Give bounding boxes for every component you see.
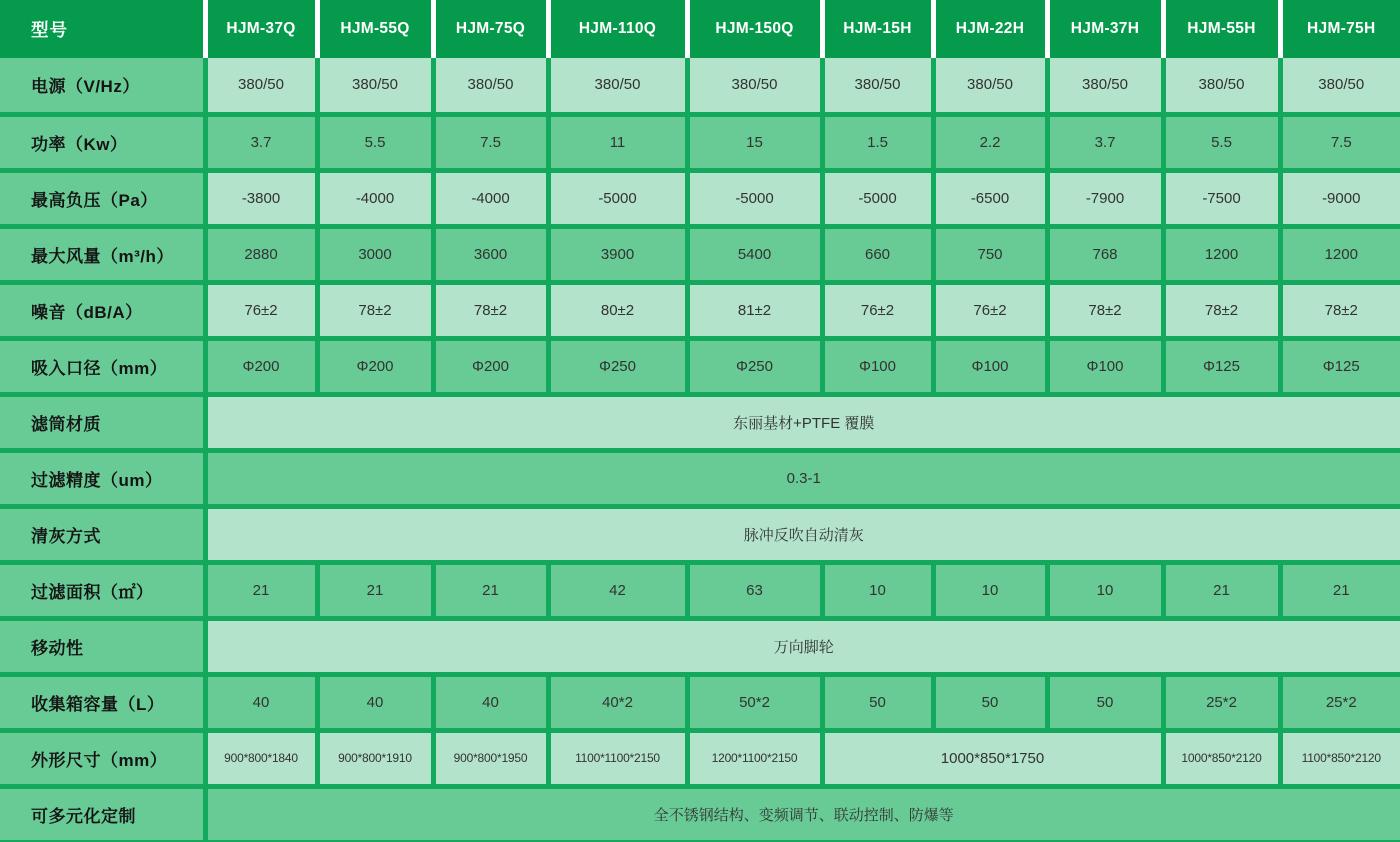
value-cell: 380/50 xyxy=(433,58,548,114)
value-cell: 1.5 xyxy=(822,114,933,170)
value-cell: Φ100 xyxy=(933,338,1047,394)
value-cell: -5000 xyxy=(687,170,822,226)
spec-row xyxy=(0,674,1400,730)
value-cell: 900*800*1910 xyxy=(317,730,433,786)
value-cell: 76±2 xyxy=(933,282,1047,338)
merged-value-cell: 万向脚轮 xyxy=(205,618,1400,674)
row-label: 最大风量（m³/h） xyxy=(0,226,205,282)
model-header: HJM-55Q xyxy=(317,0,433,58)
value-cell: 380/50 xyxy=(933,58,1047,114)
value-cell: 21 xyxy=(205,562,317,618)
value-cell: 10 xyxy=(933,562,1047,618)
value-cell: 3600 xyxy=(433,226,548,282)
model-header: HJM-37Q xyxy=(205,0,317,58)
row-label: 清灰方式 xyxy=(0,506,205,562)
value-cell: 1000*850*1750 xyxy=(822,730,1163,786)
row-label: 过滤精度（um） xyxy=(0,450,205,506)
value-cell: 1100*1100*2150 xyxy=(548,730,687,786)
value-cell: 50 xyxy=(822,674,933,730)
value-cell: 3.7 xyxy=(205,114,317,170)
row-label: 功率（Kw） xyxy=(0,114,205,170)
value-cell: 10 xyxy=(822,562,933,618)
spec-row xyxy=(0,394,1400,450)
spec-row xyxy=(0,618,1400,674)
value-cell: 900*800*1840 xyxy=(205,730,317,786)
merged-value-cell: 脉冲反吹自动清灰 xyxy=(205,506,1400,562)
value-cell: -3800 xyxy=(205,170,317,226)
value-cell: 380/50 xyxy=(822,58,933,114)
value-cell: 380/50 xyxy=(1280,58,1400,114)
row-label: 可多元化定制 xyxy=(0,786,205,842)
value-cell: 40 xyxy=(433,674,548,730)
value-cell: 21 xyxy=(1280,562,1400,618)
value-cell: 5.5 xyxy=(1163,114,1280,170)
value-cell: 21 xyxy=(1163,562,1280,618)
model-header: HJM-150Q xyxy=(687,0,822,58)
value-cell: 78±2 xyxy=(1280,282,1400,338)
value-cell: 380/50 xyxy=(548,58,687,114)
value-cell: 80±2 xyxy=(548,282,687,338)
spec-row xyxy=(0,226,1400,282)
value-cell: 78±2 xyxy=(433,282,548,338)
value-cell: 50 xyxy=(933,674,1047,730)
value-cell: 2.2 xyxy=(933,114,1047,170)
merged-value-cell: 0.3-1 xyxy=(205,450,1400,506)
model-header: HJM-75H xyxy=(1280,0,1400,58)
table-body xyxy=(0,58,1400,842)
value-cell: 7.5 xyxy=(1280,114,1400,170)
value-cell: 40 xyxy=(317,674,433,730)
value-cell: 21 xyxy=(433,562,548,618)
value-cell: Φ200 xyxy=(433,338,548,394)
value-cell: 5.5 xyxy=(317,114,433,170)
value-cell: 1200 xyxy=(1280,226,1400,282)
value-cell: Φ200 xyxy=(205,338,317,394)
value-cell: 50*2 xyxy=(687,674,822,730)
value-cell: 76±2 xyxy=(822,282,933,338)
value-cell: 63 xyxy=(687,562,822,618)
model-header: HJM-55H xyxy=(1163,0,1280,58)
row-label: 滤筒材质 xyxy=(0,394,205,450)
value-cell: Φ125 xyxy=(1280,338,1400,394)
header-row xyxy=(0,0,1400,58)
spec-row xyxy=(0,450,1400,506)
value-cell: 21 xyxy=(317,562,433,618)
value-cell: Φ200 xyxy=(317,338,433,394)
value-cell: 768 xyxy=(1047,226,1163,282)
value-cell: 3000 xyxy=(317,226,433,282)
value-cell: 2880 xyxy=(205,226,317,282)
value-cell: 15 xyxy=(687,114,822,170)
value-cell: 1100*850*2120 xyxy=(1280,730,1400,786)
row-label: 最高负压（Pa） xyxy=(0,170,205,226)
value-cell: 380/50 xyxy=(1163,58,1280,114)
model-column-header: 型号 xyxy=(0,0,205,58)
row-label: 电源（V/Hz） xyxy=(0,58,205,114)
value-cell: 380/50 xyxy=(687,58,822,114)
value-cell: -6500 xyxy=(933,170,1047,226)
spec-row xyxy=(0,170,1400,226)
value-cell: 750 xyxy=(933,226,1047,282)
value-cell: -4000 xyxy=(433,170,548,226)
spec-row xyxy=(0,114,1400,170)
value-cell: Φ100 xyxy=(1047,338,1163,394)
spec-row xyxy=(0,282,1400,338)
spec-row xyxy=(0,58,1400,114)
model-header: HJM-22H xyxy=(933,0,1047,58)
value-cell: 25*2 xyxy=(1163,674,1280,730)
value-cell: Φ100 xyxy=(822,338,933,394)
merged-value-cell: 东丽基材+PTFE 覆膜 xyxy=(205,394,1400,450)
value-cell: -4000 xyxy=(317,170,433,226)
merged-value-cell: 全不锈钢结构、变频调节、联动控制、防爆等 xyxy=(205,786,1400,842)
value-cell: 10 xyxy=(1047,562,1163,618)
model-header: HJM-15H xyxy=(822,0,933,58)
value-cell: 1200 xyxy=(1163,226,1280,282)
model-header: HJM-75Q xyxy=(433,0,548,58)
row-label: 噪音（dB/A） xyxy=(0,282,205,338)
value-cell: Φ250 xyxy=(548,338,687,394)
value-cell: 380/50 xyxy=(1047,58,1163,114)
value-cell: 25*2 xyxy=(1280,674,1400,730)
value-cell: Φ125 xyxy=(1163,338,1280,394)
value-cell: -7900 xyxy=(1047,170,1163,226)
value-cell: 3.7 xyxy=(1047,114,1163,170)
spec-row xyxy=(0,730,1400,786)
spec-row xyxy=(0,338,1400,394)
model-header: HJM-37H xyxy=(1047,0,1163,58)
value-cell: 40 xyxy=(205,674,317,730)
value-cell: 40*2 xyxy=(548,674,687,730)
row-label: 移动性 xyxy=(0,618,205,674)
value-cell: 380/50 xyxy=(317,58,433,114)
value-cell: 380/50 xyxy=(205,58,317,114)
value-cell: -7500 xyxy=(1163,170,1280,226)
value-cell: -5000 xyxy=(548,170,687,226)
value-cell: 900*800*1950 xyxy=(433,730,548,786)
value-cell: -5000 xyxy=(822,170,933,226)
value-cell: 5400 xyxy=(687,226,822,282)
value-cell: 7.5 xyxy=(433,114,548,170)
value-cell: 1200*1100*2150 xyxy=(687,730,822,786)
value-cell: 1000*850*2120 xyxy=(1163,730,1280,786)
value-cell: 78±2 xyxy=(317,282,433,338)
row-label: 过滤面积（㎡） xyxy=(0,562,205,618)
value-cell: 660 xyxy=(822,226,933,282)
value-cell: 3900 xyxy=(548,226,687,282)
row-label: 吸入口径（mm） xyxy=(0,338,205,394)
spec-row xyxy=(0,506,1400,562)
value-cell: 50 xyxy=(1047,674,1163,730)
row-label: 收集箱容量（L） xyxy=(0,674,205,730)
value-cell: Φ250 xyxy=(687,338,822,394)
table-header xyxy=(0,0,1400,58)
value-cell: 11 xyxy=(548,114,687,170)
value-cell: 78±2 xyxy=(1047,282,1163,338)
model-header: HJM-110Q xyxy=(548,0,687,58)
value-cell: 78±2 xyxy=(1163,282,1280,338)
value-cell: 81±2 xyxy=(687,282,822,338)
value-cell: 42 xyxy=(548,562,687,618)
row-label: 外形尺寸（mm） xyxy=(0,730,205,786)
value-cell: 76±2 xyxy=(205,282,317,338)
spec-row xyxy=(0,562,1400,618)
value-cell: -9000 xyxy=(1280,170,1400,226)
spec-row xyxy=(0,786,1400,842)
